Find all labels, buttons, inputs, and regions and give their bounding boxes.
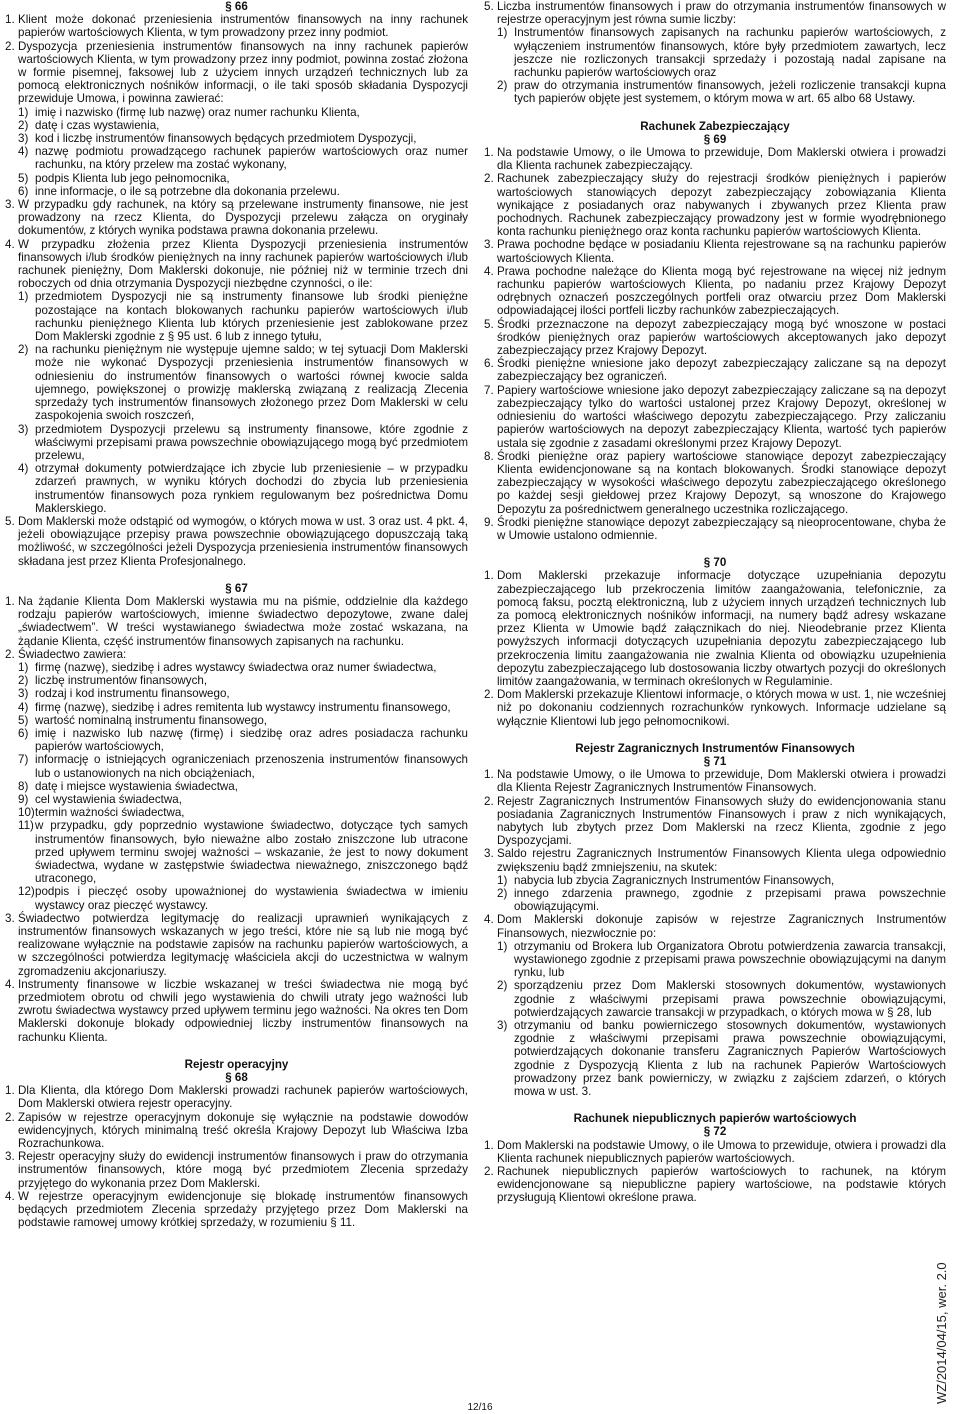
item-text: Instrumenty finansowe w liczbie wskazanej w treści świadectwa nie mogą być przedmiotem obrotu od chwili jego wystawienia do chwili utraty jego ważności lub zwrotu świadectwa wystawcy przed upływem terminu jego ważności. Na okres ten Dom Maklerski dokonuje blokady odpowiedniej liczby instrumentów finansowych na rachunku Klienta. [18, 977, 468, 1044]
section-number: § 69 [703, 132, 727, 146]
paragraph [5, 1084, 468, 1110]
paragraph [484, 688, 946, 728]
list-item [5, 701, 468, 714]
list-item [5, 661, 468, 674]
item-number: 4. [484, 913, 494, 927]
section-number: § 70 [703, 556, 727, 570]
item-text: Prawa pochodne będące w posiadaniu Klienta rejestrowane są na rachunku papierów wartościowych Klienta. [497, 238, 946, 265]
paragraph [484, 318, 946, 358]
section-number: § 67 [225, 581, 248, 595]
item-number: 3) [497, 1019, 508, 1033]
item-text: Na podstawie Umowy, o ile Umowa to przewiduje, Dom Maklerski otwiera i prowadzi dla Klienta rachunek zabezpieczający. [497, 146, 946, 173]
item-text: otrzymaniu od Brokera lub Organizatora Obrotu potwierdzenia zawarcia transakcji, wystawionego zgodnie z przepisami prawa powszechnie obowiązującymi na danym rynku, lub [514, 939, 946, 980]
paragraph [484, 450, 946, 516]
item-number: 1) [18, 660, 29, 674]
item-text: firmę (nazwę), siedzibę i adres wystawcy świadectwa oraz numer świadectwa, [35, 660, 437, 674]
item-text: Dom Maklerski na podstawie Umowy, o ile Umowa to przewiduje, otwiera i prowadzi dla Klienta rachunek niepublicznych papierów wartościowych. [497, 1138, 946, 1165]
list-item [5, 290, 468, 343]
paragraph [484, 516, 946, 542]
item-number: 9. [484, 515, 494, 529]
item-number: 3) [18, 422, 29, 436]
list-item [5, 780, 468, 793]
item-text: Dom Maklerski przekazuje Klientowi informacje, o których mowa w ust. 1, nie wcześniej niż po dokonaniu codziennych rozrachunków rynkowych. Informacje udzielane są wyłącznie Klientowi lub jego pełnomocnikowi. [497, 688, 946, 728]
item-number: 2) [18, 343, 29, 357]
item-text: Świadectwo potwierdza legitymację do realizacji uprawnień wynikających z instrumentów finansowych wskazanych w jego treści, które nie są lub nie mogą być realizowane wyłącznie na podstawie zapisów na rachunku papierów wartościowych, a w szczególności potwierdza legitymację właściciela akcji do uczestnictwa w walnym zgromadzeniu akcjonariuszy. [18, 911, 468, 978]
item-number: 5) [18, 713, 29, 727]
section-number: § 72 [703, 1125, 727, 1139]
paragraph [484, 238, 946, 264]
item-number: 1) [18, 290, 29, 304]
item-number: 12) [18, 885, 35, 899]
section-number: § 68 [225, 1071, 248, 1085]
item-number: 2. [5, 39, 15, 53]
item-text: sporządzeniu przez Dom Maklerski stosownych dokumentów, wystawionych zgodnie z właściwymi przepisami prawa powszechnie obowiązującymi, potwierdzających zawarcie transakcji w przypadkach, o których mowa w § 28, lub [514, 979, 946, 1019]
item-number: 3. [484, 238, 494, 252]
list-item [5, 727, 468, 753]
item-number: 3. [5, 911, 15, 925]
item-text: datę i czas wystawienia, [35, 118, 160, 132]
section-number: § 66 [225, 0, 248, 13]
item-text: Zapisów w rejestrze operacyjnym dokonuje się wyłącznie na podstawie dowodów ewidencyjnych, których minimalną treść określa Krajowy Depozyt lub Właściwa Izba Rozrachunkowa. [18, 1110, 468, 1151]
item-number: 8) [18, 779, 29, 793]
item-number: 3. [484, 847, 494, 861]
item-text: Dom Maklerski może odstąpić od wymogów, o których mowa w ust. 3 oraz ust. 4 pkt. 4, jeżeli obowiązujące przepisy prawa powszechnie obowiązującego dopuszczają taką możliwość, w szczególności jeżeli Dyspozycja przeniesienia instrumentów finansowych składana jest przez Klienta Profesjonalnego. [18, 514, 468, 568]
item-number: 6. [484, 357, 494, 371]
section-heading: Rachunek Zabezpieczający [640, 119, 790, 133]
item-text: W przypadku złożenia przez Klienta Dyspozycji przeniesienia instrumentów finansowych i/lub środków pieniężnych na inny rachunek papierów wartościowych i/lub rachunek pieniężny, Dom Maklerski dokonuje, nie później niż w terminie trzech dni roboczych od dnia otrzymania Dyspozycji niezbędne czynności, o ile: [18, 237, 468, 291]
item-number: 4. [484, 264, 494, 278]
item-number: 1. [484, 569, 494, 583]
item-text: imię i nazwisko (firmę lub nazwę) oraz numer rachunku Klienta, [35, 105, 360, 119]
paragraph [484, 847, 946, 873]
item-number: 1) [18, 105, 29, 119]
item-text: Papiery wartościowe wniesione jako depozyt zabezpieczający zaliczane są na depozyt zabezpieczający tylko do wartości ustalonej przez Krajowy Depozyt, określonej w odniesieniu do wartości właściwego depozytu zabezpieczającego. Przy zaliczaniu papierów wartościowych na depozyt zabezpieczający Klienta, wartość tych papierów ustala się zgodnie z zasadami określonymi przez Krajowy Depozyt. [497, 383, 946, 450]
item-number: 4) [18, 462, 29, 476]
item-number: 2. [484, 688, 494, 702]
item-text: otrzymaniu od banku powierniczego stosownych dokumentów, wystawionych zgodnie z właściwymi przepisami prawa powszechnie obowiązującymi, potwierdzających dokonanie transferu Zagranicznych Papierów Wartościowych zgodnie z Dyspozycją Klienta z lub na rachunek Papierów Wartościowych prowadzony przez bank powierniczy, w związku z zajściem zdarzeń, o których mowa w ust. 3. [514, 1019, 946, 1099]
item-text: podpis i pieczęć osoby upoważnionej do wystawienia świadectwa w imieniu wystawcy oraz pieczęć wystawcy. [35, 885, 468, 912]
paragraph [5, 1190, 468, 1230]
item-text: w przypadku, gdy poprzednio wystawione świadectwo, dotyczące tych samych instrumentów finansowych, było nieważne albo zostało zniszczone lub utracone przed upływem terminu swojej ważności – wskazanie, że jest to nowy dokument świadectwa, wydane w zastępstwie świadectwa nieważnego, zniszczonego bądź utraconego, [35, 819, 468, 886]
item-number: 1) [497, 26, 508, 40]
item-text: na rachunku pieniężnym nie występuje ujemne saldo; w tej sytuacji Dom Maklerski może nie wykonać Dyspozycji przeniesienia instrumentów finansowych w odniesieniu do instrumentów finansowych o wartości równej kwocie salda ujemnego, powiększonej o prowizję maklerską związaną z realizacją Zlecenia sprzedaży tych instrumentów finansowych złożonego przez Dom Maklerski w celu zaspokojenia swoich roszczeń, [35, 343, 468, 423]
list-item [5, 819, 468, 885]
list-item [484, 979, 946, 1019]
paragraph [484, 913, 946, 939]
item-text: Środki przeznaczone na depozyt zabezpieczający mogą być wnoszone w postaci środków pieniężnych oraz papierów wartościowych akceptowanych jako depozyt zabezpieczający przez Krajowy Depozyt. [497, 317, 946, 358]
item-text: rodzaj i kod instrumentu finansowego, [35, 687, 230, 701]
item-text: przedmiotem Dyspozycji przelewu są instrumenty finansowe, które zgodnie z właściwymi przepisami prawa powszechnie obowiązującego mogą być przedmiotem przelewu, [35, 422, 468, 462]
paragraph [5, 13, 468, 39]
item-number: 7) [18, 753, 29, 767]
item-text: praw do otrzymania instrumentów finansowych, jeżeli rozliczenie transakcji kupna tych papierów objęte jest systemem, o którym mowa w art. 65 albo 68 Ustawy. [514, 79, 946, 106]
item-text: otrzymał dokumenty potwierdzające ich zbycie lub przeniesienie – w przypadku zdarzeń prawnych, w wyniku których dochodzi do zbycia lub przeniesienia instrumentów finansowych poza rynkiem regulowanym bez pośrednictwa Domu Maklerskiego. [35, 462, 468, 515]
item-number: 2) [497, 979, 508, 993]
item-text: W rejestrze operacyjnym ewidencjonuje się blokadę instrumentów finansowych będących przedmiotem Zlecenia sprzedaży przyjętego przez Dom Maklerski na podstawie ramowej umowy krótkiej sprzedaży, w rozumieniu § 11. [18, 1189, 468, 1230]
version-label: WZ/2014/04/15, wer. 2.0 [934, 1262, 949, 1404]
item-text: innego zdarzenia prawnego, zgodnie z przepisami prawa powszechnie obowiązującymi. [514, 887, 946, 914]
item-text: Klient może dokonać przeniesienia instrumentów finansowych na inny rachunek papierów wartościowych Klienta, w tym prowadzony przez inny podmiot. [18, 13, 468, 40]
item-text: Saldo rejestru Zagranicznych Instrumentów Finansowych Klienta ulega odpowiednio zwiększeniu bądź zmniejszeniu, na skutek: [497, 847, 946, 874]
list-item [5, 674, 468, 687]
paragraph [5, 1150, 468, 1190]
item-number: 1. [5, 13, 15, 27]
list-item [5, 172, 468, 185]
section-heading: Rachunek niepublicznych papierów wartościowych [573, 1112, 857, 1126]
item-text: Prawa pochodne należące do Klienta mogą być rejestrowane na więcej niż jednym rachunku papierów wartościowych Klienta, po nadaniu przez Krajowy Depozyt odrębnych oznaczeń poszczególnych portfeli oraz otwarciu przez Dom Maklerski odpowiadającej ilości portfeli liczby rachunków zabezpieczających. [497, 264, 946, 318]
item-text: termin ważności świadectwa, [35, 806, 185, 820]
section-number: § 71 [703, 754, 727, 768]
list-item [484, 26, 946, 79]
paragraph [484, 0, 946, 26]
item-text: Rachunek niepublicznych papierów wartościowych to rachunek, na którym ewidencjonowane są niepubliczne papiery wartościowe, na podstawie których przysługują Klientowi określone prawa. [497, 1165, 946, 1205]
paragraph [5, 912, 468, 978]
item-number: 3) [18, 687, 29, 701]
item-number: 1) [497, 939, 508, 953]
item-number: 1. [484, 146, 494, 160]
list-item [5, 132, 468, 145]
left-column [5, 0, 468, 1229]
item-number: 11) [18, 819, 34, 833]
item-text: Dom Maklerski dokonuje zapisów w rejestrze Zagranicznych Instrumentów Finansowych, niezwłocznie po: [497, 913, 946, 940]
item-number: 3. [5, 1150, 15, 1164]
list-item [5, 753, 468, 779]
item-text: cel wystawienia świadectwa, [35, 792, 182, 806]
item-number: 2. [484, 794, 494, 808]
item-number: 1. [5, 594, 15, 608]
item-number: 6) [18, 184, 29, 198]
item-text: Dom Maklerski przekazuje informacje dotyczące uzupełniania depozytu zabezpieczającego lub przekroczenia limitów zaangażowania, telefonicznie, za pomocą faksu, pocztą elektroniczną, lub z użyciem innych urządzeń technicznych lub za pomocą elektronicznych nośników informacji, na numery bądź adresy wskazane przez Klienta w Umowie bądź załącznikach do niej. Nieodebranie przez Klienta powyższych informacji dotyczących uzupełniania depozytu zabezpieczającego lub przekroczenia limitu zaangażowania nie zwalnia Klienta od obowiązku uzupełnienia depozytu zabezpieczającego lub dostosowania liczby otwartych pozycji do określonych limitów zaangażowania, w terminach określonych w Regulaminie. [497, 569, 946, 688]
list-item [484, 887, 946, 913]
item-text: Dla Klienta, dla którego Dom Maklerski prowadzi rachunek papierów wartościowych, Dom Maklerski otwiera rejestr operacyjny. [18, 1084, 468, 1111]
item-text: informację o istniejących ograniczeniach przenoszenia instrumentów finansowych lub o ustanowionych na nich obciążeniach, [35, 753, 468, 780]
item-number: 1) [497, 873, 508, 887]
item-text: Instrumentów finansowych zapisanych na rachunku papierów wartościowych, z wyłączeniem instrumentów finansowych, które były przedmiotem zawartych, lecz jeszcze nie rozliczonych transakcji sprzedaży i pozostają nadal zapisane na rachunku papierów wartościowych oraz [514, 26, 946, 80]
list-item [5, 806, 468, 819]
item-number: 2. [484, 172, 494, 186]
item-text: Rachunek zabezpieczający służy do rejestracji środków pieniężnych i papierów wartościowych stanowiących depozyt zabezpieczający zobowiązania Klienta wynikające z posiadanych oraz nabywanych i zbywanych przez Klienta praw pochodnych. Rachunek zabezpieczający prowadzony jest w formie wyodrębnionego konta rachunku pieniężnego oraz konta rachunku papierów wartościowych Klienta. [497, 172, 946, 239]
item-number: 4. [5, 1189, 15, 1203]
list-item [5, 885, 468, 911]
item-text: inne informacje, o ile są potrzebne dla dokonania przelewu. [35, 184, 340, 198]
item-text: Dyspozycja przeniesienia instrumentów finansowych na inny rachunek papierów wartościowych Klienta, w tym prowadzony przez inny podmiot, powinna zostać złożona w formie pisemnej, faksowej lub z użyciem innych urządzeń technicznych lub za pomocą elektronicznych nośników informacji, o ile taki sposób składania Dyspozycji przewiduje Umowa, i powinna zawierać: [18, 39, 468, 106]
paragraph [5, 595, 468, 648]
item-text: imię i nazwisko lub nazwę (firmę) i siedzibę oraz adres posiadacza rachunku papierów wartościowych, [35, 726, 468, 754]
paragraph [5, 198, 468, 238]
item-text: Liczba instrumentów finansowych i praw do otrzymania instrumentów finansowych w rejestrze operacyjnym jest równa sumie liczby: [497, 0, 946, 27]
item-text: kod i liczbę instrumentów finansowych będących przedmiotem Dyspozycji, [35, 132, 417, 146]
item-text: przedmiotem Dyspozycji nie są instrumenty finansowe lub środki pieniężne pozostające na kontach blokowanych rachunku papierów wartościowych i/lub rachunku pieniężnego Klienta lub których przeniesienie jest zablokowane przez Dom Maklerski zgodnie z § 95 ust. 6 lub z innego tytułu, [35, 290, 468, 344]
item-text: liczbę instrumentów finansowych, [35, 674, 208, 688]
item-text: nazwę podmiotu prowadzącego rachunek papierów wartościowych oraz numer rachunku, na który przelew ma zostać wykonany, [35, 145, 468, 172]
list-item [5, 687, 468, 700]
item-number: 1. [484, 768, 494, 782]
item-text: Na podstawie Umowy, o ile Umowa to przewiduje, Dom Maklerski otwiera i prowadzi dla Klienta Rejestr Zagranicznych Instrumentów Finansowych. [497, 768, 946, 795]
list-item [484, 79, 946, 105]
page-number: 12/16 [467, 1402, 493, 1413]
item-number: 2. [5, 647, 15, 661]
list-item [5, 119, 468, 132]
section-heading: Rejestr operacyjny [184, 1057, 289, 1071]
item-number: 1. [5, 1084, 15, 1098]
item-number: 2. [484, 1165, 494, 1179]
paragraph [5, 515, 468, 568]
item-text: Świadectwo zawiera: [18, 647, 127, 661]
paragraph [5, 40, 468, 106]
list-item [5, 343, 468, 422]
item-number: 3) [18, 132, 29, 146]
item-text: datę i miejsce wystawienia świadectwa, [35, 779, 238, 793]
item-number: 2. [5, 1110, 15, 1124]
item-number: 4) [18, 700, 29, 714]
item-number: 2) [497, 79, 508, 93]
paragraph [484, 569, 946, 688]
paragraph [5, 648, 468, 661]
item-number: 7. [484, 383, 494, 397]
list-item [5, 714, 468, 727]
item-number: 6) [18, 726, 29, 740]
item-text: Środki pieniężne stanowiące depozyt zabezpieczający są nieoprocentowane, chyba że w Umowie ustalono odmiennie. [497, 515, 946, 542]
item-number: 3. [5, 198, 15, 212]
item-number: 4. [5, 977, 15, 991]
item-text: W przypadku gdy rachunek, na który są przelewane instrumenty finansowe, nie jest prowadzony na rzecz Klienta, do Dyspozycji przelewu załącza on oryginały dokumentów, z których wynika podstawa prawna dokonania przelewu. [18, 198, 468, 238]
paragraph [484, 795, 946, 848]
list-item [5, 185, 468, 198]
item-number: 2) [497, 887, 508, 900]
item-text: Rejestr operacyjny służy do ewidencji instrumentów finansowych i praw do otrzymania instrumentów finansowych, które mogą być przedmiotem Zlecenia sprzedaży przyjętego do wykonania przez Dom Maklerski. [18, 1150, 468, 1190]
item-number: 1. [484, 1138, 494, 1152]
item-number: 2) [18, 674, 29, 688]
item-text: Na żądanie Klienta Dom Maklerski wystawia mu na piśmie, oddzielnie dla każdego rodzaju papierów wartościowych, imienne świadectwo depozytowe, zwane dalej „świadectwem”. W treści wystawianego świadectwa może zostać wskazana, na żądanie Klienta, część instrumentów finansowych zapisanych na rachunku. [18, 594, 468, 648]
paragraph [484, 172, 946, 238]
right-column [484, 0, 946, 1205]
paragraph [5, 238, 468, 291]
item-number: 2) [18, 118, 29, 132]
item-number: 5. [484, 317, 494, 331]
item-text: nabycia lub zbycia Zagranicznych Instrumentów Finansowych, [514, 873, 835, 887]
list-item [484, 940, 946, 980]
item-number: 9) [18, 792, 29, 806]
item-text: Środki pieniężne oraz papiery wartościowe stanowiące depozyt zabezpieczający Klienta ewidencjonowane są na kontach blokowanych. Środki stanowiące depozyt zabezpieczający w wysokości właściwego depozytu zabezpieczającego określonego po każdej sesji giełdowej przez Krajowy Depozyt, są wnoszone do Krajowego Depozytu za pośrednictwem generalnego uczestnika rozliczającego. [497, 449, 946, 516]
list-item [5, 145, 468, 171]
list-item [5, 106, 468, 119]
item-text: podpis Klienta lub jego pełnomocnika, [35, 171, 230, 185]
item-number: 4) [18, 145, 29, 159]
paragraph [5, 978, 468, 1044]
paragraph [484, 768, 946, 794]
paragraph [5, 1111, 468, 1151]
list-item [5, 793, 468, 806]
item-number: 5. [5, 514, 15, 528]
item-number: 4. [5, 237, 15, 251]
item-number: 10) [18, 806, 35, 820]
list-item [5, 462, 468, 515]
list-item [5, 423, 468, 463]
list-item [484, 874, 946, 887]
list-item [484, 1019, 946, 1098]
item-number: 8. [484, 449, 494, 463]
item-text: wartość nominalną instrumentu finansowego, [35, 713, 267, 727]
section-heading: Rejestr Zagranicznych Instrumentów Finansowych [575, 741, 855, 755]
item-text: Środki pieniężne wniesione jako depozyt zabezpieczający zaliczane są na depozyt zabezpieczający bez ograniczeń. [497, 357, 946, 384]
item-text: Rejestr Zagranicznych Instrumentów Finansowych służy do ewidencjonowania stanu posiadania Zagranicznych Instrumentów Finansowych i praw z nich wynikających, nabytych lub zbytych przez Dom Maklerski na rzecz Klienta, zgodnie z jego Dyspozycjami. [497, 794, 946, 848]
paragraph [484, 357, 946, 383]
paragraph [484, 265, 946, 318]
paragraph [484, 1139, 946, 1165]
item-text: firmę (nazwę), siedzibę i adres remitenta lub wystawcy instrumentu finansowego, [35, 700, 451, 714]
paragraph [484, 384, 946, 450]
item-number: 5) [18, 171, 29, 185]
paragraph [484, 1165, 946, 1205]
item-number: 5. [484, 0, 494, 13]
paragraph [484, 146, 946, 172]
